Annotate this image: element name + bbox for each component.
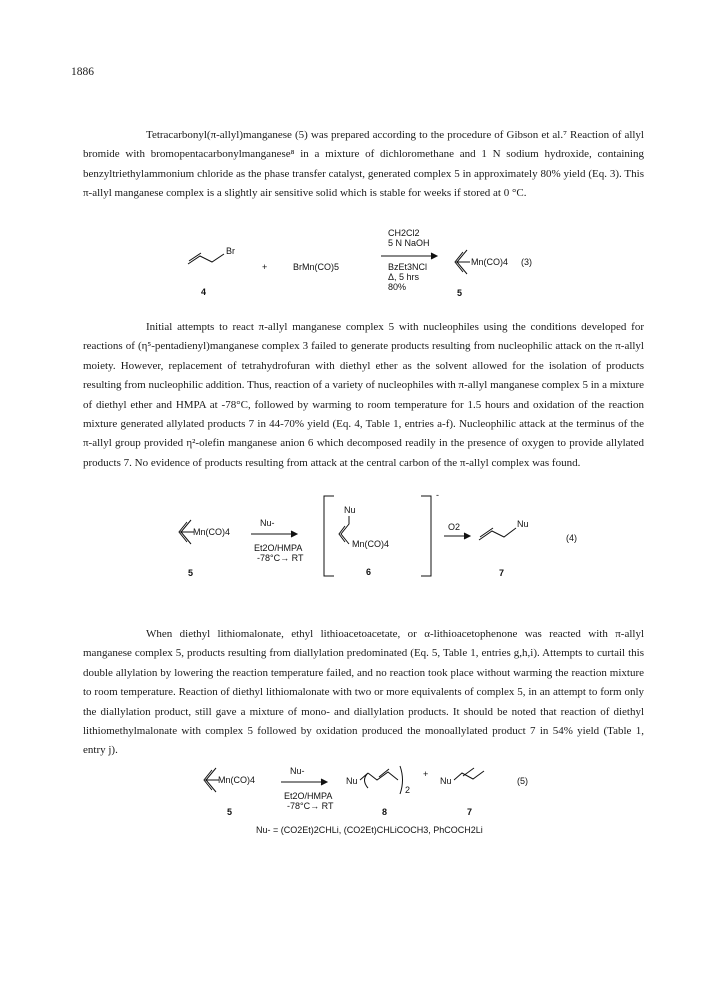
condition-solvent-eq5: Et2O/HMPA [284, 791, 333, 801]
intermediate-mn-carbonyl: Mn(CO)4 [352, 539, 390, 549]
paragraph-2-text: Initial attempts to react π-allyl manganese complex 5 with nucleophiles using the conditions developed for reactions of (η⁵-pentadienyl)manganese complex 3 failed to generate products resulting from nucleophilic attack on the π-allyl moiety. However, replacement of tetrahydrofuran with diethyl ether as the solvent allowed for the isolation of products resulting from nucleophilic addition. Thus, reaction of a variety of nucleophiles with π-allyl manganese complex 5 in a mixture of diethyl ether and HMPA at -78°C, followed by warming to room temperature for 1.5 hours and oxidation of the reaction mixture generated allylated products 7 in 44-70% yield (Eq. 4, Table 1, entries a-f). Nucleophilic attack at the terminus of the π-allyl group provided η²-olefin manganese anion 6 which decomposed readily in the presence of oxygen to provide allylated products 7. No evidence of products resulting from attack at the central carbon of the π-allyl complex was found. [83, 321, 644, 469]
condition-base: 5 N NaOH [388, 238, 430, 248]
condition-solvent-eq4: Et2O/HMPA [254, 543, 303, 553]
bromine-label: Br [226, 246, 235, 256]
intermediate-nucleophile: Nu [344, 505, 356, 515]
equation-number-5: (5) [517, 776, 528, 786]
compound-label-6: 6 [366, 567, 372, 577]
pi-allyl-structure-5 [179, 520, 194, 544]
right-bracket [421, 496, 431, 576]
complex-5-mn-carbonyl: Mn(CO)4 [193, 527, 231, 537]
oxygen-label: O2 [448, 522, 461, 532]
compound-label-8: 8 [382, 807, 388, 817]
olefin-intermediate-structure [339, 516, 349, 544]
plus-sign: + [262, 262, 268, 272]
pi-allyl-structure [455, 250, 470, 274]
compound-label-7-eq5: 7 [467, 807, 473, 817]
equation-number-3: (3) [521, 257, 532, 267]
pi-allyl-structure-5-eq5 [204, 768, 219, 792]
compound-label-4: 4 [201, 287, 207, 297]
equation-4 [179, 490, 577, 578]
condition-temperature-eq5: -78°C→ RT [287, 801, 334, 811]
compound-label-7-eq4: 7 [499, 568, 505, 578]
diallylated-nucleophile: Nu [346, 776, 358, 786]
monoallylated-nucleophile: Nu [440, 776, 452, 786]
compound-label-5: 5 [457, 288, 463, 298]
nucleophile-definitions: Nu- = (CO2Et)2CHLi, (CO2Et)CHLiCOCH3, PhCOCH2Li [256, 825, 483, 835]
page-number: 1886 [71, 66, 94, 78]
condition-temperature-eq4: -78°C→ RT [257, 553, 304, 563]
condition-catalyst: BzEt3NCl [388, 262, 428, 272]
plus-sign-eq5: + [423, 769, 429, 779]
equation-5 [204, 766, 528, 835]
diallylation-subscript: 2 [405, 785, 411, 795]
arrowhead-eq5 [321, 779, 327, 785]
monoallylated-product-structure [454, 768, 484, 780]
arrowhead-eq3 [431, 253, 437, 259]
condition-yield: 80% [388, 282, 407, 292]
condition-heat: Δ, 5 hrs [388, 272, 420, 282]
nucleophile-label: Nu- [260, 518, 275, 528]
equation-number-4: (4) [566, 533, 577, 543]
complex-5-mn-carbonyl-eq5: Mn(CO)4 [218, 775, 256, 785]
condition-solvent: CH2Cl2 [388, 228, 420, 238]
diallylated-product-structure [360, 766, 403, 794]
compound-label-5-eq4: 5 [188, 568, 194, 578]
left-bracket [324, 496, 334, 576]
paragraph-1-text: Tetracarbonyl(π-allyl)manganese (5) was prepared according to the procedure of Gibson et al.⁷ Reaction of allyl bromide with bromopentacarbonylmanganese⁸ in a mixture of dichloromethane and 1 N sodium hydroxide, containing benzyltriethylammonium chloride as the phase transfer catalyst, generated complex 5 in approximately 80% yield (Eq. 3). This π-allyl manganese complex is a slightly air sensitive solid which is stable for weeks if stored at 0 °C. [83, 129, 644, 200]
bromopentacarbonylmanganese-reagent: BrMn(CO)5 [293, 262, 340, 272]
arrowhead-eq4 [291, 531, 297, 537]
equation-3 [188, 228, 532, 298]
bracket-charge: - [436, 490, 439, 500]
product-nucleophile: Nu [517, 519, 529, 529]
arrowhead-oxidation [464, 533, 470, 539]
allylated-product-structure [479, 528, 516, 540]
nucleophile-label-eq5: Nu- [290, 766, 305, 776]
product-mn-carbonyl: Mn(CO)4 [471, 257, 509, 267]
paragraph-3-text: When diethyl lithiomalonate, ethyl lithioacetoacetate, or α-lithioacetophenone was reacted with π-allyl manganese complex 5, products resulting from diallylation predominated (Eq. 5, Table 1, entries g,h,i). Attempts to curtail this double allylation by lowering the reaction temperature failed, and no reaction took place without warming the reaction mixture to room temperature. Reaction of diethyl lithiomalonate with two or more equivalents of complex 5, in an attempt to form only the diallylation product, still gave a mixture of mono- and diallylation products. It should be noted that reaction of diethyl lithiomethylmalonate with complex 5 followed by oxidation produced the monoallylated product 7 in 54% yield (Table 1, entry j). [83, 628, 644, 757]
compound-label-5-eq5: 5 [227, 807, 233, 817]
allyl-bromide-structure [188, 253, 224, 264]
